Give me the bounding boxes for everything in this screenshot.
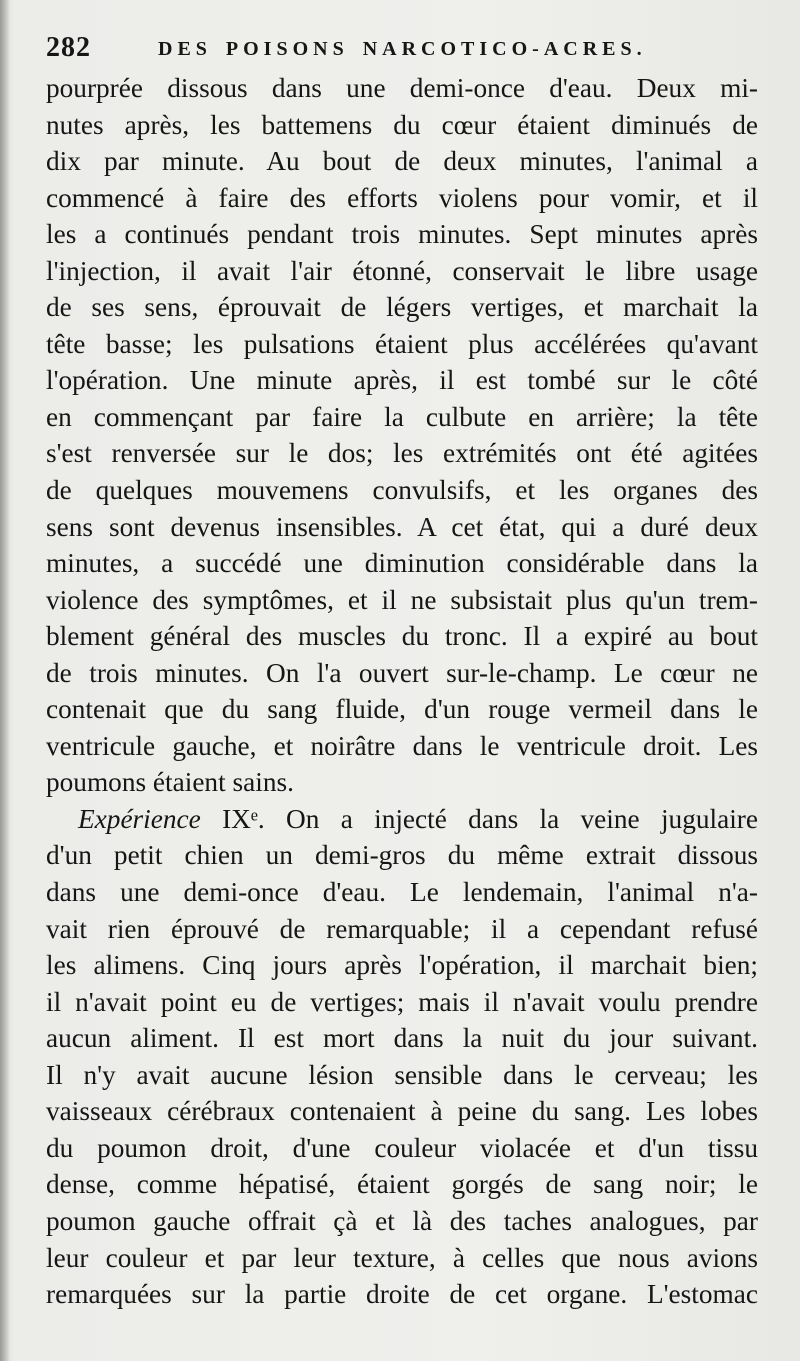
text-line: dans une demi-once d'eau. Le lendemain, l'animal n'a- xyxy=(46,877,758,908)
gutter-shadow xyxy=(0,0,10,1361)
text-line: blement général des muscles du tronc. Il a expiré au bout xyxy=(46,621,758,652)
text-line: ventricule gauche, et noirâtre dans le ventricule droit. Les xyxy=(46,730,758,761)
experiment-label: Expérience xyxy=(78,803,201,834)
text-line: il n'avait point eu de vertiges; mais il n'avait voulu prendre xyxy=(46,986,758,1017)
paragraph-1 xyxy=(46,70,758,801)
paragraph-2 xyxy=(46,801,758,1313)
text-line: dense, comme hépatisé, étaient gorgés de sang noir; le xyxy=(46,1169,758,1200)
text-line: les alimens. Cinq jours après l'opération, il marchait bien; xyxy=(46,950,758,981)
text-line: vaisseaux cérébraux contenaient à peine du sang. Les lobes xyxy=(46,1096,758,1127)
text-line-rest: On a injecté dans la veine jugulaire xyxy=(286,803,758,834)
text-line: s'est renversée sur le dos; les extrémités ont été agitées xyxy=(46,438,758,469)
text-line: dix par minute. Au bout de deux minutes, l'animal a xyxy=(46,146,758,177)
text-line: d'un petit chien un demi-gros du même extrait dissous xyxy=(46,840,758,871)
text-line: nutes après, les battemens du cœur étaient diminués de xyxy=(46,109,758,140)
experiment-heading-line xyxy=(46,801,758,838)
text-line: les a continués pendant trois minutes. Sept minutes après xyxy=(46,219,758,250)
body-text xyxy=(46,70,758,1313)
text-line: minutes, a succédé une diminution considérable dans la xyxy=(46,548,758,579)
text-line: violence des symptômes, et il ne subsistait plus qu'un trem- xyxy=(46,584,758,615)
text-line: tête basse; les pulsations étaient plus accélérées qu'avant xyxy=(46,328,758,359)
text-line: commencé à faire des efforts violens pour vomir, et il xyxy=(46,182,758,213)
text-line: de ses sens, éprouvait de légers vertiges, et marchait la xyxy=(46,292,758,323)
text-line: aucun aliment. Il est mort dans la nuit du jour suivant. xyxy=(46,1023,758,1054)
text-line: contenait que du sang fluide, d'un rouge vermeil dans le xyxy=(46,694,758,725)
text-line: vait rien éprouvé de remarquable; il a cependant refusé xyxy=(46,913,758,944)
text-line: remarquées sur la partie droite de cet organe. L'estomac xyxy=(46,1279,758,1310)
running-head: DES POISONS NARCOTICO-ACRES. xyxy=(158,38,647,60)
text-line: poumons étaient sains. xyxy=(46,767,294,798)
text-line: l'injection, il avait l'air étonné, conservait le libre usage xyxy=(46,255,758,286)
text-line: en commençant par faire la culbute en arrière; la tête xyxy=(46,401,758,432)
text-line: Il n'y avait aucune lésion sensible dans le cerveau; les xyxy=(46,1059,758,1090)
text-line: l'opération. Une minute après, il est tombé sur le côté xyxy=(46,365,758,396)
text-line: sens sont devenus insensibles. A cet état, qui a duré deux xyxy=(46,511,758,542)
text-line: de quelques mouvemens convulsifs, et les organes des xyxy=(46,475,758,506)
page-header xyxy=(46,32,766,72)
experiment-number: IXᵉ. xyxy=(222,803,265,834)
text-line: leur couleur et par leur texture, à celles que nous avions xyxy=(46,1242,758,1273)
text-line: pourprée dissous dans une demi-once d'eau. Deux mi- xyxy=(46,73,758,103)
text-line: poumon gauche offrait çà et là des taches analogues, par xyxy=(46,1205,758,1236)
text-line: de trois minutes. On l'a ouvert sur-le-champ. Le cœur ne xyxy=(46,657,758,688)
page-number: 282 xyxy=(46,32,91,63)
text-line: du poumon droit, d'une couleur violacée et d'un tissu xyxy=(46,1132,758,1163)
